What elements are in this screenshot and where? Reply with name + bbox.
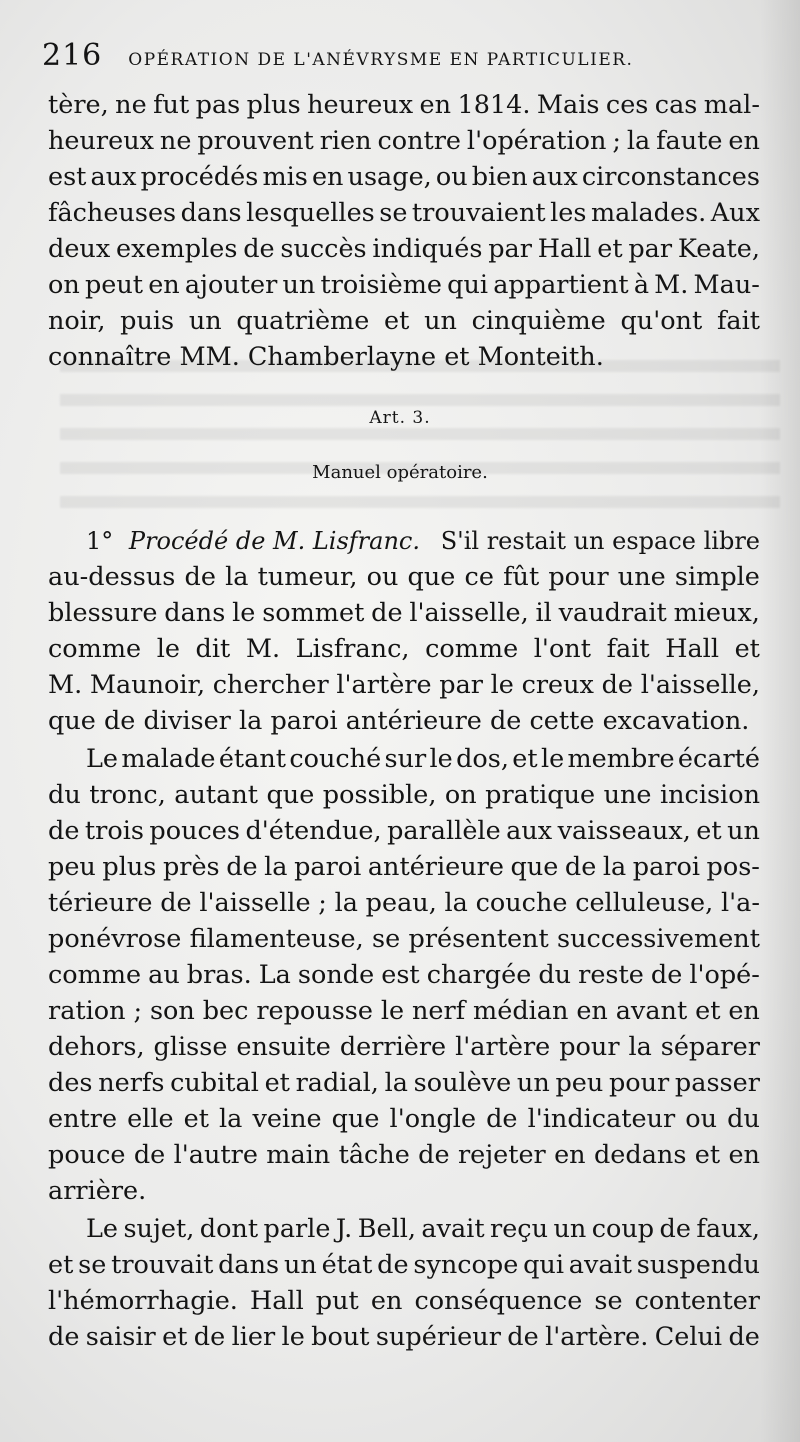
text-line: M. Maunoir, chercher l'artère par le creux de l'aisselle,: [48, 670, 760, 700]
text-line: deux exemples de succès indiqués par Hall et par Keate,: [48, 234, 760, 264]
section-title: Manuel opératoire.: [312, 462, 488, 483]
page-number: 216: [42, 38, 103, 73]
text-line: heureux ne prouvent rien contre l'opération ; la faute en: [48, 126, 760, 156]
procedure-number: 1°: [86, 527, 114, 555]
procedure-title-group: [86, 524, 420, 558]
running-title: OPÉRATION DE L'ANÉVRYSME EN PARTICULIER.: [128, 50, 634, 70]
page-header: [42, 38, 762, 78]
text-line: l'hémorrhagie. Hall put en conséquence se contenter: [48, 1286, 760, 1316]
text-line: pouce de l'autre main tâche de rejeter en dedans et en: [48, 1140, 760, 1170]
text-line: noir, puis un quatrième et un cinquième qu'ont fait: [48, 306, 760, 336]
text-line: au-dessus de la tumeur, ou que ce fût pour une simple: [48, 562, 760, 592]
procedure-title: Procédé de M. Lisfranc.: [128, 527, 420, 555]
text-line: arrière.: [48, 1176, 147, 1206]
text-line: est aux procédés mis en usage, ou bien aux circonstances: [48, 162, 760, 192]
text-line: dehors, glisse ensuite derrière l'artère pour la séparer: [48, 1032, 760, 1062]
text-line: ration ; son bec repousse le nerf médian en avant et en: [48, 996, 760, 1026]
text-line: S'il restait un espace libre: [440, 527, 760, 555]
text-line: de trois pouces d'étendue, parallèle aux vaisseaux, et un: [48, 816, 760, 846]
procedure-heading-line: [86, 524, 760, 558]
text-line: peu plus près de la paroi antérieure que de la paroi pos-: [48, 852, 760, 882]
text-line: du tronc, autant que possible, on pratique une incision: [48, 780, 760, 810]
text-line: Le sujet, dont parle J. Bell, avait reçu un coup de faux,: [86, 1214, 760, 1244]
text-line: comme le dit M. Lisfranc, comme l'ont fait Hall et: [48, 634, 760, 664]
text-line: térieure de l'aisselle ; la peau, la couche celluleuse, l'a-: [48, 888, 760, 918]
text-line: que de diviser la paroi antérieure de cette excavation.: [48, 706, 750, 736]
text-line: ponévrose filamenteuse, se présentent successivement: [48, 924, 760, 954]
text-line: et se trouvait dans un état de syncope qui avait suspendu: [48, 1250, 760, 1280]
article-heading: Art. 3.: [369, 408, 431, 428]
text-line: blessure dans le sommet de l'aisselle, il vaudrait mieux,: [48, 598, 760, 628]
show-through-text: [60, 360, 780, 510]
text-line: connaître MM. Chamberlayne et Monteith.: [48, 342, 604, 372]
text-line: on peut en ajouter un troisième qui appartient à M. Mau-: [48, 270, 760, 300]
text-line: fâcheuses dans lesquelles se trouvaient les malades. Aux: [48, 198, 760, 228]
text-line: entre elle et la veine que l'ongle de l'indicateur ou du: [48, 1104, 760, 1134]
page-edge-shadow: [760, 0, 800, 1442]
text-line: Le malade étant couché sur le dos, et le membre écarté: [86, 744, 760, 774]
text-line: comme au bras. La sonde est chargée du reste de l'opé-: [48, 960, 760, 990]
text-line: tère, ne fut pas plus heureux en 1814. Mais ces cas mal-: [48, 90, 760, 120]
text-line: des nerfs cubital et radial, la soulève un peu pour passer: [48, 1068, 760, 1098]
text-line: de saisir et de lier le bout supérieur de l'artère. Celui de: [48, 1322, 760, 1352]
